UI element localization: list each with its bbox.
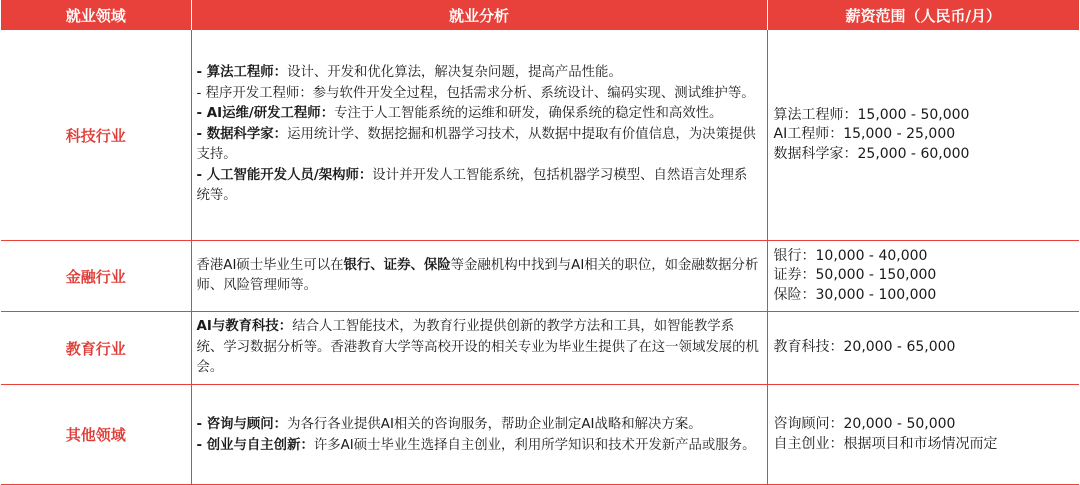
- analysis-cell: [191, 385, 767, 485]
- salary-line: 算法工程师：15,000 - 50,000: [773, 106, 970, 123]
- analysis-line: - 咨询与顾问：为各行各业提供AI相关的咨询服务，帮助企业制定AI战略和解决方案。: [196, 417, 702, 432]
- table-row: [1, 241, 1079, 312]
- salary-cell: [767, 241, 1079, 312]
- salary-line: 咨询顾问：20,000 - 50,000: [773, 416, 956, 432]
- analysis-line: - 算法工程师：设计、开发和优化算法，解决复杂问题，提高产品性能。: [196, 65, 622, 81]
- table-row: [1, 312, 1079, 385]
- salary-cell: [767, 30, 1079, 241]
- salary-line: 自主创业：根据项目和市场情况而定: [773, 435, 998, 452]
- analysis-line: - 程序开发工程师：参与软件开发全过程，包括需求分析、系统设计、编码实现、测试维护等。: [196, 85, 755, 101]
- field-cell: 金融行业: [1, 241, 191, 312]
- analysis-cell: [191, 241, 767, 312]
- analysis-cell: [191, 30, 767, 241]
- header-salary: 薪资范围（人民币/月）: [767, 0, 1079, 30]
- salary-line: 数据科学家：25,000 - 60,000: [773, 145, 970, 162]
- table-row: [1, 30, 1079, 241]
- field-cell: 科技行业: [1, 30, 191, 241]
- analysis-line: - AI运维/研发工程师：专注于人工智能系统的运维和研发，确保系统的稳定性和高效性。: [196, 106, 723, 122]
- employment-table: [1, 0, 1079, 485]
- header-field: 就业领域: [1, 0, 191, 30]
- analysis-line: 香港AI硕士毕业生可以在银行、证券、保险等金融机构中找到与AI相关的职位，如金融数据分析师、风险管理师等。: [196, 257, 759, 293]
- salary-cell: [767, 385, 1079, 485]
- salary-cell: [767, 312, 1079, 385]
- salary-line: 证券：50,000 - 150,000: [773, 267, 937, 284]
- salary-line: AI工程师：15,000 - 25,000: [773, 126, 956, 143]
- salary-line: 银行：10,000 - 40,000: [773, 247, 928, 264]
- header-row: [1, 0, 1079, 30]
- field-cell: 其他领域: [1, 385, 191, 485]
- salary-line: 保险：30,000 - 100,000: [773, 286, 937, 303]
- analysis-line: AI与教育科技：结合人工智能技术，为教育行业提供创新的教学方法和工具，如智能教学系统、学习数据分析等。香港教育大学等高校开设的相关专业为毕业生提供了在这一领域发展的机会。: [196, 319, 759, 376]
- table-row: [1, 385, 1079, 485]
- salary-line: 教育科技：20,000 - 65,000: [773, 339, 956, 356]
- analysis-line: - 人工智能开发人员/架构师：设计并开发人工智能系统，包括机器学习模型、自然语言处理系统等。: [196, 167, 748, 204]
- header-analysis: 就业分析: [191, 0, 767, 30]
- analysis-line: - 数据科学家：运用统计学、数据挖掘和机器学习技术，从数据中提取有价值信息，为决策提供支持。: [196, 126, 756, 163]
- analysis-line: - 创业与自主创新：许多AI硕士毕业生选择自主创业，利用所学知识和技术开发新产品或服务。: [196, 437, 756, 453]
- field-cell: 教育行业: [1, 312, 191, 385]
- analysis-cell: [191, 312, 767, 385]
